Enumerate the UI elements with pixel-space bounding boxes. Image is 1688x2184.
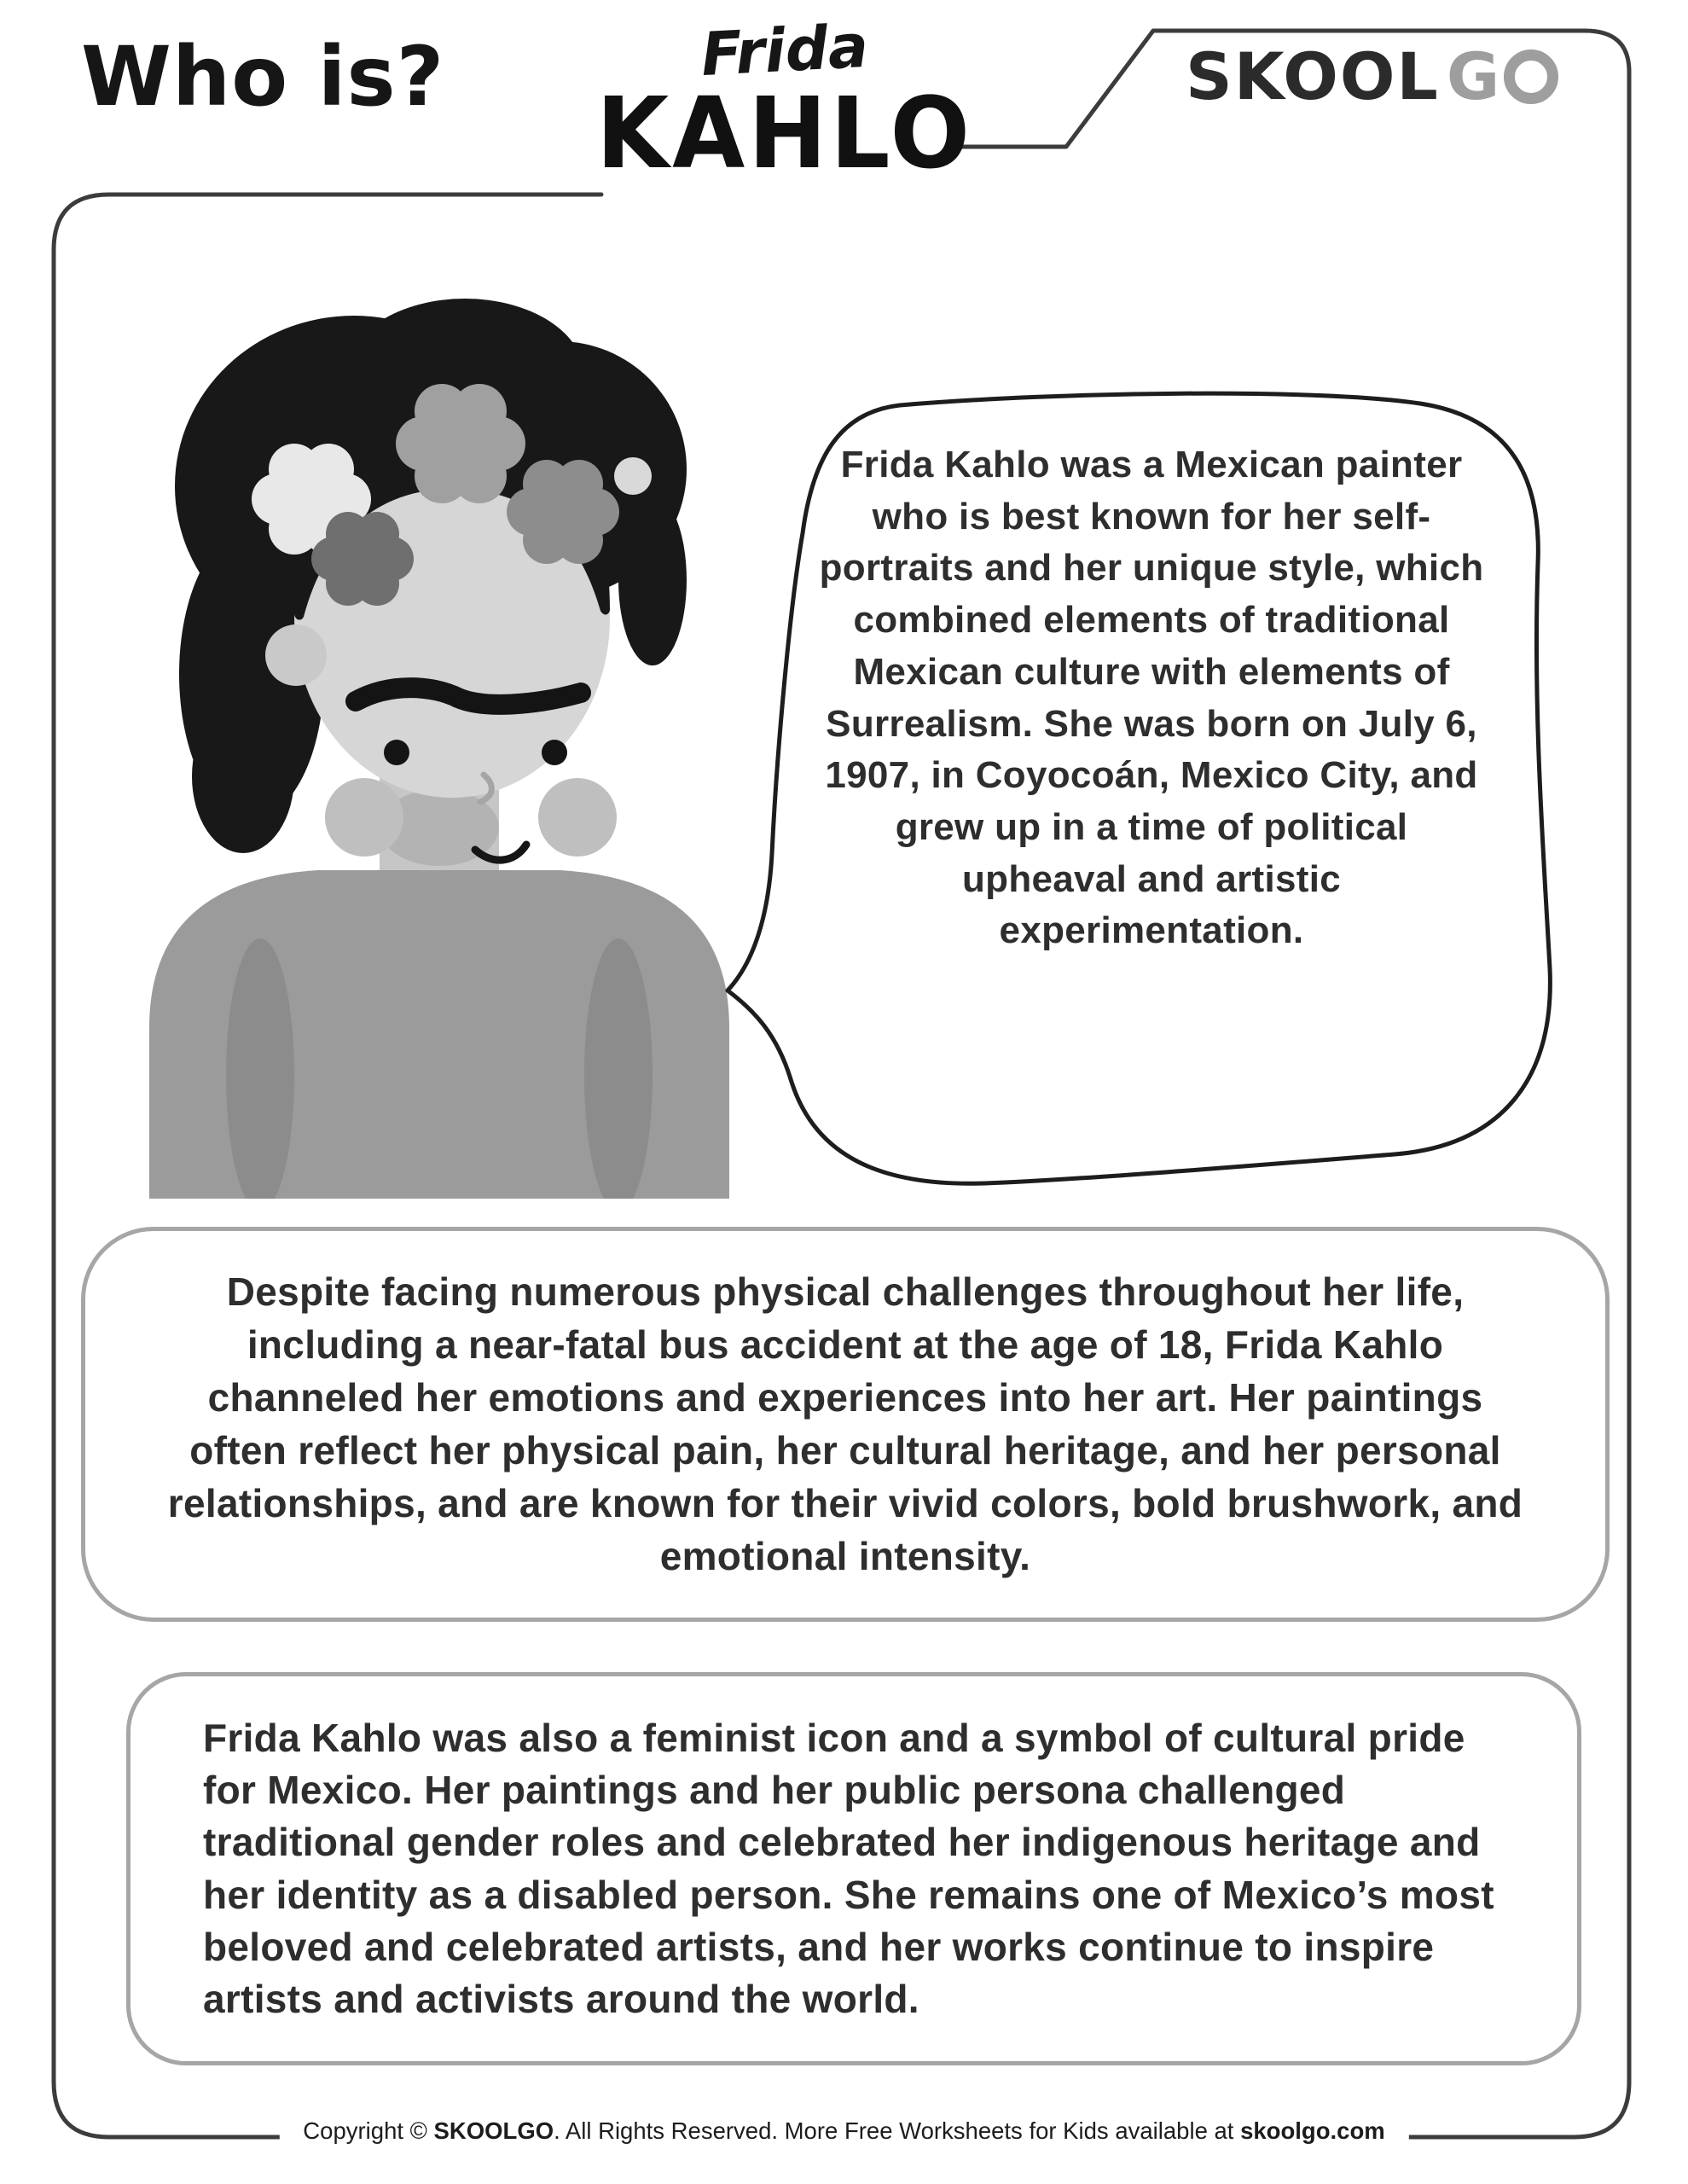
speech-bubble-text: Frida Kahlo was a Mexican painter who is best known for her self-portraits and her unique style, which combined elements of traditional Mexican culture with elements of Surrealism. She was born on July 6, 1907, in Coyocoán, Mexico City, and grew up in a time of political upheaval and artistic experimentation. — [819, 444, 1484, 952]
paragraph-box-legacy — [126, 1672, 1581, 2065]
paragraph-text: Frida Kahlo was also a feminist icon and a symbol of cultural pride for Mexico. Her paintings and her public persona challenged traditional gender roles and celebrated her indigenous heritage and her identity as a disabled person. She remains one of Mexico’s most beloved and celebrated artists, and her works continue to inspire artists and activists around the world. — [203, 1716, 1494, 2021]
frida-portrait-illustration — [98, 230, 780, 1199]
speech-bubble — [721, 380, 1574, 1199]
skoolgo-logo — [1186, 38, 1558, 114]
logo-skool-text: SKOOL — [1186, 38, 1440, 114]
logo-o-ring-icon — [1504, 49, 1558, 104]
page-title: Who is? — [81, 29, 445, 125]
footer-website-link[interactable]: skoolgo.com — [1240, 2117, 1385, 2144]
subject-last-name: KAHLO — [595, 75, 974, 191]
logo-g-text: G — [1446, 38, 1500, 114]
subject-first-name: Frida — [699, 10, 871, 90]
footer-brand: SKOOLGO — [433, 2117, 554, 2144]
paragraph-box-life-challenges — [81, 1227, 1610, 1622]
footer — [279, 2117, 1408, 2145]
paragraph-text: Despite facing numerous physical challenges throughout her life, including a near-fatal bus accident at the age of 18, Frida Kahlo channeled her emotions and experiences into her art. Her paintings often reflect her physical pain, her cultural heritage, and her personal relationships, and are known for their vivid colors, bold brushwork, and emotional intensity. — [167, 1269, 1523, 1579]
footer-middle-text: . All Rights Reserved. More Free Worksheets for Kids available at — [554, 2117, 1241, 2144]
footer-copyright-prefix: Copyright © — [303, 2117, 434, 2144]
